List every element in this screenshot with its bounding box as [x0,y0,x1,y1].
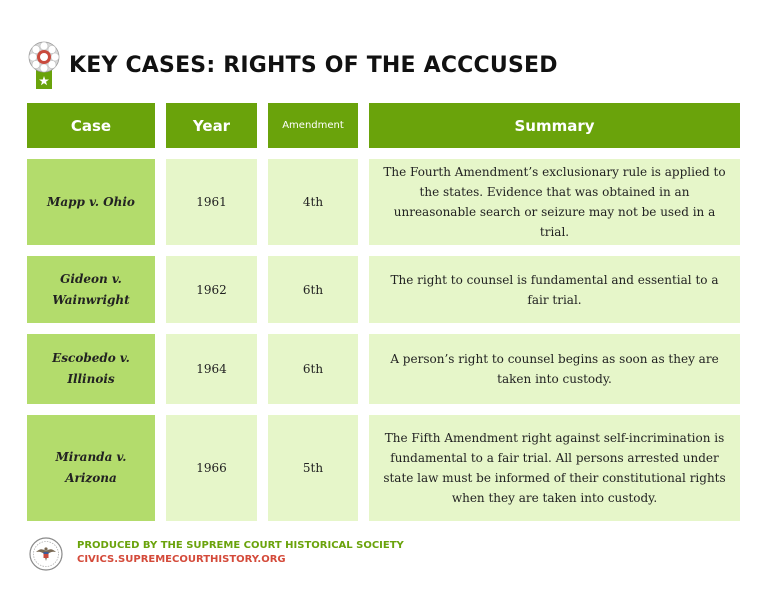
header-amendment: Amendment [268,103,358,148]
header-case: Case [27,103,155,148]
case-amendment: 4th [268,159,358,245]
case-amendment: 6th [268,256,358,323]
footer-website-link[interactable]: CIVICS.SUPREMECOURTHISTORY.ORG [77,554,286,565]
case-summary: The Fourth Amendment’s exclusionary rule is applied to the states. Evidence that was obtained in an unreasonable search or seizure may not be used in a trial. [369,159,740,245]
footer-producer: PRODUCED BY THE SUPREME COURT HISTORICAL SOCIETY [77,540,404,551]
case-summary: A person’s right to counsel begins as soon as they are taken into custody. [369,334,740,404]
case-name: Mapp v. Ohio [27,159,155,245]
case-year: 1961 [166,159,257,245]
case-amendment: 6th [268,334,358,404]
case-year: 1964 [166,334,257,404]
society-seal-icon [29,537,63,571]
medallion-ribbon-icon [27,41,61,91]
case-name: Gideon v. Wainwright [27,256,155,323]
case-year: 1962 [166,256,257,323]
case-year: 1966 [166,415,257,521]
case-name: Miranda v. Arizona [27,415,155,521]
header-year: Year [166,103,257,148]
case-amendment: 5th [268,415,358,521]
header-summary: Summary [369,103,740,148]
case-name: Escobedo v. Illinois [27,334,155,404]
case-summary: The Fifth Amendment right against self-incrimination is fundamental to a fair trial. All persons arrested under state law must be informed of their constitutional rights when they are taken into custody. [369,415,740,521]
case-summary: The right to counsel is fundamental and essential to a fair trial. [369,256,740,323]
page-title: KEY CASES: RIGHTS OF THE ACCCUSED [69,53,558,78]
